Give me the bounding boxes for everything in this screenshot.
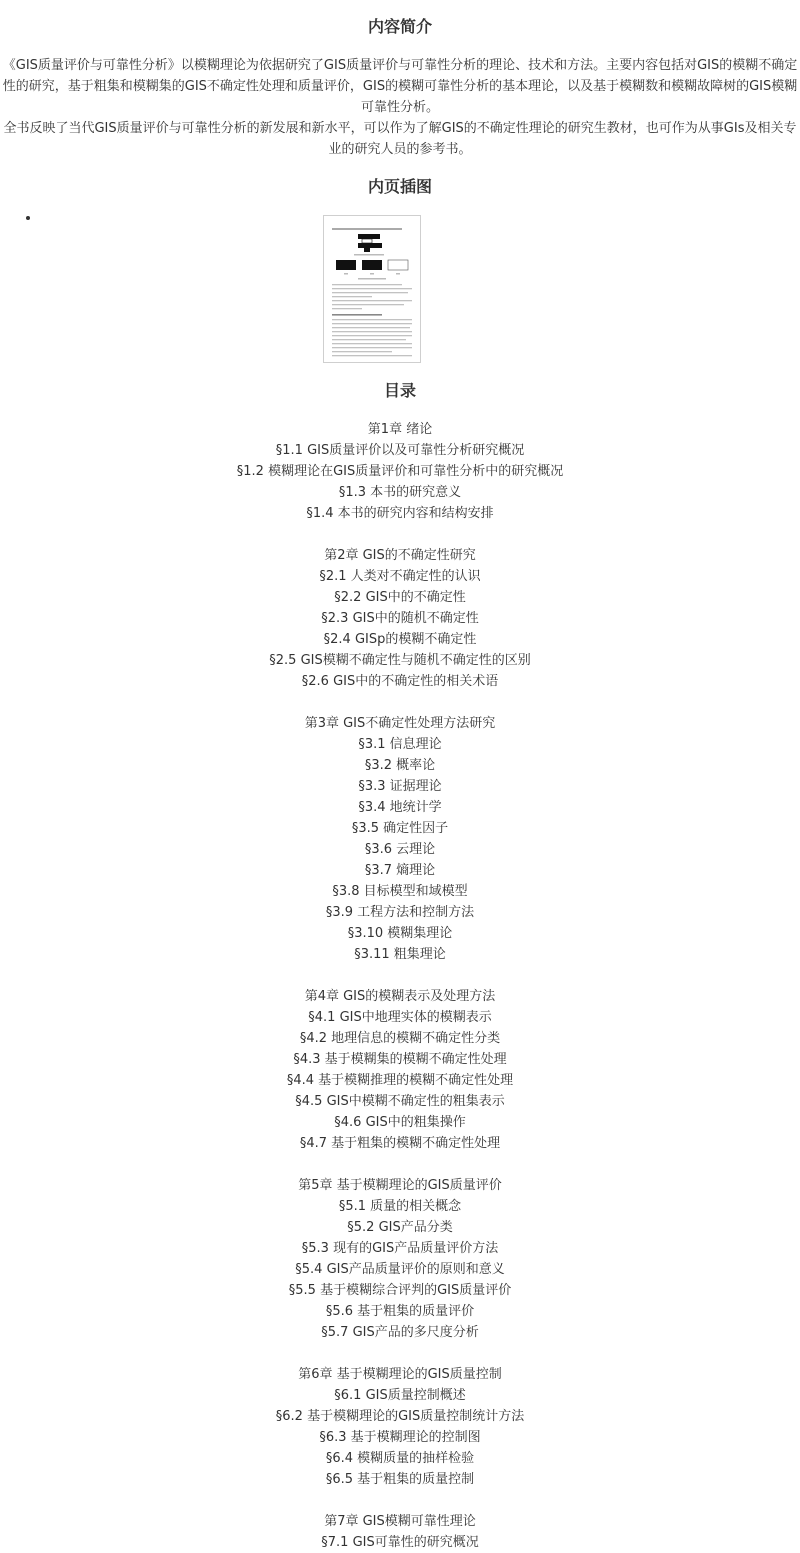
- toc-section-item: §3.5 确定性因子: [351, 821, 449, 836]
- toc-chapter: [0, 545, 800, 692]
- toc-section-item: §3.2 概率论: [364, 758, 436, 773]
- page-thumbnail-image[interactable]: [323, 215, 421, 363]
- toc-section-item: §5.6 基于粗集的质量评价: [325, 1304, 475, 1319]
- toc-section-item: §2.2 GIS中的不确定性: [334, 590, 466, 605]
- toc-section-item: §5.5 基于模糊综合评判的GIS质量评价: [288, 1283, 512, 1298]
- toc-section-item: §5.7 GIS产品的多尺度分析: [321, 1325, 479, 1340]
- toc-section-item: §3.11 粗集理论: [354, 947, 446, 962]
- intro-text: [0, 55, 800, 160]
- toc-chapter-heading: 第6章 基于模糊理论的GIS质量控制: [298, 1367, 502, 1382]
- page-thumbnail-drawing: [324, 216, 420, 362]
- toc-section-item: §3.3 证据理论: [358, 779, 442, 794]
- toc-section-item: §2.4 GISp的模糊不确定性: [323, 632, 477, 647]
- toc-section-item: §4.1 GIS中地理实体的模糊表示: [308, 1010, 492, 1025]
- toc-section-item: §1.2 模糊理论在GIS质量评价和可靠性分析中的研究概况: [236, 464, 564, 479]
- toc-chapter: [0, 1175, 800, 1343]
- toc-section-item: §6.3 基于模糊理论的控制图: [319, 1430, 481, 1445]
- toc-section-item: §2.3 GIS中的随机不确定性: [321, 611, 479, 626]
- toc-section-item: §6.2 基于模糊理论的GIS质量控制统计方法: [275, 1409, 525, 1424]
- toc-section-item: §4.2 地理信息的模糊不确定性分类: [299, 1031, 501, 1046]
- toc-chapter: [0, 1511, 800, 1553]
- toc-section-item: §4.6 GIS中的粗集操作: [334, 1115, 466, 1130]
- intro-paragraph-1: 《GIS质量评价与可靠性分析》以模糊理论为依据研究了GIS质量评价与可靠性分析的理论、技术和方法。主要内容包括对GIS的模糊不确定性的研究，基于粗集和模糊集的GIS不确定性处理和质量评价，GIS的模糊可靠性分析的基本理论，以及基于模糊数和模糊故障树的GIS模糊可靠性分析。: [2, 58, 798, 115]
- toc-chapter: [0, 419, 800, 524]
- toc-section-item: §4.3 基于模糊集的模糊不确定性处理: [293, 1052, 507, 1067]
- toc-chapter-heading: 第7章 GIS模糊可靠性理论: [324, 1514, 476, 1529]
- toc-section-item: §2.6 GIS中的不确定性的相关术语: [301, 674, 499, 689]
- toc-chapter-heading: 第5章 基于模糊理论的GIS质量评价: [298, 1178, 502, 1193]
- toc-section-item: §3.7 熵理论: [364, 863, 436, 878]
- table-of-contents: [0, 419, 800, 1553]
- toc-title: 目录: [383, 381, 416, 400]
- intro-title: 内容简介: [367, 17, 432, 36]
- toc-chapter: [0, 986, 800, 1154]
- illustrations-title: 内页插图: [367, 177, 432, 196]
- toc-chapter-heading: 第1章 绪论: [367, 422, 433, 437]
- toc-section-item: §6.4 模糊质量的抽样检验: [325, 1451, 475, 1466]
- intro-paragraph-2: 全书反映了当代GIS质量评价与可靠性分析的新发展和新水平，可以作为了解GIS的不确定性理论的研究生教材，也可作为从事GIs及相关专业的研究人员的参考书。: [3, 121, 797, 157]
- toc-section-item: §5.3 现有的GIS产品质量评价方法: [301, 1241, 499, 1256]
- toc-section-item: §4.5 GIS中模糊不确定性的粗集表示: [295, 1094, 505, 1109]
- toc-chapter: [0, 1364, 800, 1490]
- toc-section-item: §1.3 本书的研究意义: [338, 485, 462, 500]
- toc-section-item: §1.4 本书的研究内容和结构安排: [306, 506, 494, 521]
- toc-section-item: §5.1 质量的相关概念: [338, 1199, 462, 1214]
- toc-section-item: §3.9 工程方法和控制方法: [325, 905, 475, 920]
- toc-section-item: §5.2 GIS产品分类: [347, 1220, 453, 1235]
- toc-chapter-heading: 第2章 GIS的不确定性研究: [324, 548, 476, 563]
- toc-section-item: §6.5 基于粗集的质量控制: [325, 1472, 475, 1487]
- toc-section-item: §7.1 GIS可靠性的研究概况: [321, 1535, 479, 1550]
- toc-section-item: §2.1 人类对不确定性的认识: [319, 569, 481, 584]
- toc-chapter-heading: 第4章 GIS的模糊表示及处理方法: [304, 989, 496, 1004]
- toc-section-item: §4.7 基于粗集的模糊不确定性处理: [299, 1136, 501, 1151]
- toc-section-item: §3.10 模糊集理论: [347, 926, 453, 941]
- toc-section-item: §3.4 地统计学: [358, 800, 442, 815]
- toc-section-item: §3.6 云理论: [364, 842, 436, 857]
- illustrations-list: [0, 210, 800, 362]
- toc-section-item: §6.1 GIS质量控制概述: [334, 1388, 466, 1403]
- toc-section-item: §2.5 GIS模糊不确定性与随机不确定性的区别: [269, 653, 531, 668]
- toc-section-item: §3.1 信息理论: [358, 737, 442, 752]
- toc-section-item: §5.4 GIS产品质量评价的原则和意义: [295, 1262, 505, 1277]
- toc-section-item: §1.1 GIS质量评价以及可靠性分析研究概况: [275, 443, 525, 458]
- toc-chapter-heading: 第3章 GIS不确定性处理方法研究: [304, 716, 496, 731]
- toc-chapter: [0, 713, 800, 965]
- toc-section-item: §3.8 目标模型和域模型: [332, 884, 468, 899]
- toc-section-item: §4.4 基于模糊推理的模糊不确定性处理: [286, 1073, 514, 1088]
